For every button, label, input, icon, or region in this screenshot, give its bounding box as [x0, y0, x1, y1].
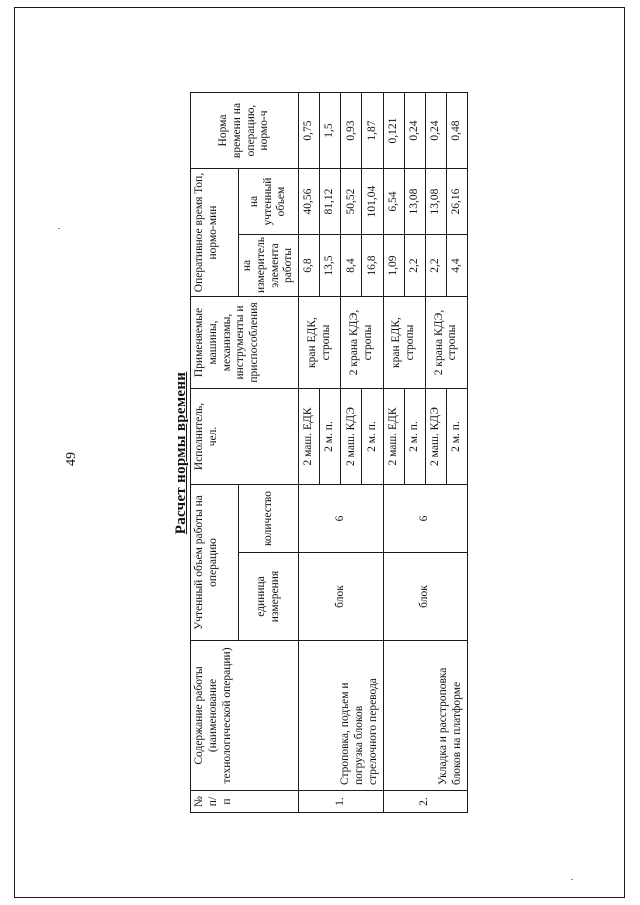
per-unit-cell: 16,8 — [362, 235, 383, 297]
norm-cell: 0,24 — [425, 93, 446, 169]
table-row — [383, 93, 404, 813]
norm-cell: 0,24 — [404, 93, 425, 169]
per-volume-cell: 13,08 — [404, 169, 425, 235]
per-unit-cell: 4,4 — [446, 235, 467, 297]
page-title: Расчет нормы времени — [173, 371, 189, 535]
performer-cell: 2 маш. ЕДК — [299, 389, 320, 485]
header-unit: единица измерения — [239, 553, 299, 641]
op-num: 2. — [383, 791, 467, 813]
machine-cell: кран ЕДК, стропы — [299, 297, 341, 389]
performer-cell: 2 маш. КДЭ — [425, 389, 446, 485]
header-volume: Учтенный объем работы на операцию — [191, 485, 239, 641]
header-machines: Применяемые машины, механизмы, инструменты и приспособления — [191, 297, 299, 389]
norm-cell: 0,121 — [383, 93, 404, 169]
header-num: № п/п — [191, 791, 299, 813]
per-volume-cell: 6,54 — [383, 169, 404, 235]
scan-speck — [58, 228, 60, 229]
rotated-page-content — [172, 93, 468, 813]
table-row — [299, 93, 320, 813]
performer-cell: 2 м. п. — [320, 389, 341, 485]
per-volume-cell: 81,12 — [320, 169, 341, 235]
header-performer: Исполнитель, чел. — [191, 389, 299, 485]
per-unit-cell: 2,2 — [425, 235, 446, 297]
header-content: Содержание работы (наименование технологической операции) — [191, 641, 299, 791]
norm-cell: 0,93 — [341, 93, 362, 169]
machine-cell: 2 крана КДЭ, стропы — [425, 297, 467, 389]
per-volume-cell: 26,16 — [446, 169, 467, 235]
performer-cell: 2 м. п. — [362, 389, 383, 485]
time-norm-table — [190, 92, 468, 813]
norm-cell: 1,5 — [320, 93, 341, 169]
per-unit-cell: 8,4 — [341, 235, 362, 297]
op-unit: блок — [383, 553, 467, 641]
header-norm: Норма времени на операцию, нормо-ч — [191, 93, 299, 169]
op-content: Укладка и расстроповка блоков на платформе — [383, 641, 467, 791]
per-volume-cell: 13,08 — [425, 169, 446, 235]
header-op-time: Оперативное время Топ, нормо-мин — [191, 169, 239, 297]
per-unit-cell: 2,2 — [404, 235, 425, 297]
performer-cell: 2 маш. КДЭ — [341, 389, 362, 485]
per-volume-cell: 50,52 — [341, 169, 362, 235]
machine-cell: 2 крана КДЭ, стропы — [341, 297, 383, 389]
op-quantity: 6 — [299, 485, 383, 553]
norm-cell: 0,75 — [299, 93, 320, 169]
performer-cell: 2 м. п. — [404, 389, 425, 485]
header-per-volume: на учтенный объем — [239, 169, 299, 235]
per-unit-cell: 1,09 — [383, 235, 404, 297]
header-quantity: количество — [239, 485, 299, 553]
norm-cell: 0,48 — [446, 93, 467, 169]
header-per-unit: на измеритель элемента работы — [239, 235, 299, 297]
op-content: Строповка, подъем и погрузка блоков стрелочного перевода — [299, 641, 383, 791]
per-unit-cell: 6,8 — [299, 235, 320, 297]
per-volume-cell: 40,56 — [299, 169, 320, 235]
op-quantity: 6 — [383, 485, 467, 553]
performer-cell: 2 м. п. — [446, 389, 467, 485]
per-unit-cell: 13,5 — [320, 235, 341, 297]
performer-cell: 2 маш. ЕДК — [383, 389, 404, 485]
page-number: 49 — [64, 452, 79, 466]
op-unit: блок — [299, 553, 383, 641]
op-num: 1. — [299, 791, 383, 813]
per-volume-cell: 101,04 — [362, 169, 383, 235]
norm-cell: 1,87 — [362, 93, 383, 169]
machine-cell: кран ЕДК, стропы — [383, 297, 425, 389]
scan-speck — [571, 879, 573, 880]
